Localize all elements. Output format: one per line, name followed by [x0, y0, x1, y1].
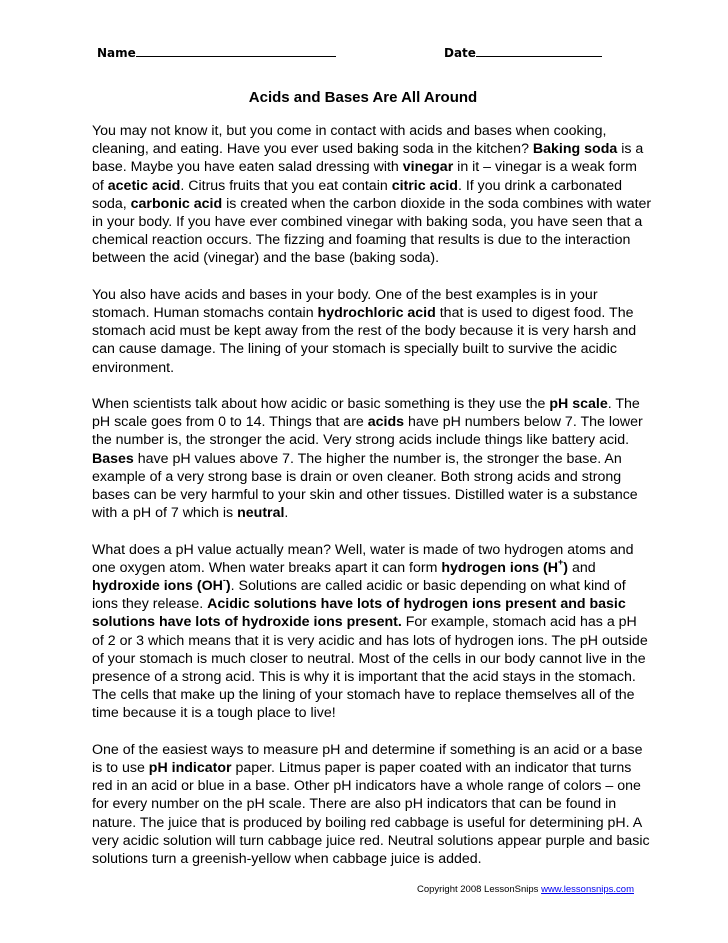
- name-field[interactable]: [97, 44, 336, 60]
- article-body: [92, 122, 652, 886]
- date-field[interactable]: [444, 44, 602, 60]
- paragraph-ph-meaning: What does a pH value actually mean? Well, water is made of two hydrogen atoms and one oxygen atom. When water breaks apart it can form hydrogen ions (H+) and hydroxide ions (OH-). Solutions are called acidic or basic depending on what kind of ions they release. Acidic solutions have lots of hydrogen ions present and basic solutions have lots of hydroxide ions present. For example, stomach acid has a pH of 2 or 3 which means that it is very acidic and has lots of hydrogen ions. The pH outside of your stomach is much closer to neutral. Most of the cells in our body cannot live in the presence of a strong acid. This is why it is important that the acid stays in the stomach. The cells that make up the lining of your stomach have to replace themselves all of the time because it is a tough place to live!: [92, 541, 648, 722]
- name-blank-line[interactable]: [136, 44, 336, 57]
- footer-copyright: [0, 884, 634, 895]
- page-title: Acids and Bases Are All Around: [248, 89, 478, 106]
- name-label: Name: [97, 46, 136, 60]
- paragraph-body-acids: You also have acids and bases in your body. One of the best examples is in your stomach. Human stomachs contain hydrochloric acid that is used to digest food. The stomach acid must be kept away from the rest of the body because it is very harsh and can cause damage. The lining of your stomach is specially built to survive the acidic environment.: [92, 286, 637, 376]
- paragraph-everyday-acids-bases: You may not know it, but you come in contact with acids and bases when cooking, cleaning, and eating. Have you ever used baking soda in the kitchen? Baking soda is a base. Maybe you have eaten salad dressing with vinegar in it – vinegar is a weak form of acetic acid. Citrus fruits that you eat contain citric acid. If you drink a carbonated soda, carbonic acid is created when the carbon dioxide in the soda combines with water in your body. If you have ever combined vinegar with baking soda, you have seen that a chemical reaction occurs. The fizzing and foaming that results is due to the interaction between the acid (vinegar) and the base (baking soda).: [92, 123, 652, 267]
- paragraph-ph-scale: When scientists talk about how acidic or basic something is they use the pH scale. The pH scale goes from 0 to 14. Things that are acids have pH numbers below 7. The lower the number is, the stronger the acid. Very strong acids include things like battery acid. Bases have pH values above 7. The higher the number is, the stronger the base. An example of a very strong base is drain or oven cleaner. Both strong acids and strong bases can be very harmful to your skin and other tissues. Distilled water is a substance with a pH of 7 which is neutral.: [92, 396, 643, 522]
- date-label: Date: [444, 46, 476, 60]
- paragraph-ph-indicators: One of the easiest ways to measure pH and determine if something is an acid or a base is to use pH indicator paper. Litmus paper is paper coated with an indicator that turns red in an acid or blue in a base. Other pH indicators have a whole range of colors – one for every number on the pH scale. There are also pH indicators that can be found in nature. The juice that is produced by boiling red cabbage is useful for determining pH. A very acidic solution will turn cabbage juice red. Neutral solutions appear purple and basic solutions turn a greenish-yellow when cabbage juice is added.: [92, 741, 650, 868]
- lessonsnips-link[interactable]: www.lessonsnips.com: [541, 884, 634, 895]
- copyright-text: Copyright 2008 LessonSnips: [416, 884, 542, 895]
- date-blank-line[interactable]: [476, 44, 602, 57]
